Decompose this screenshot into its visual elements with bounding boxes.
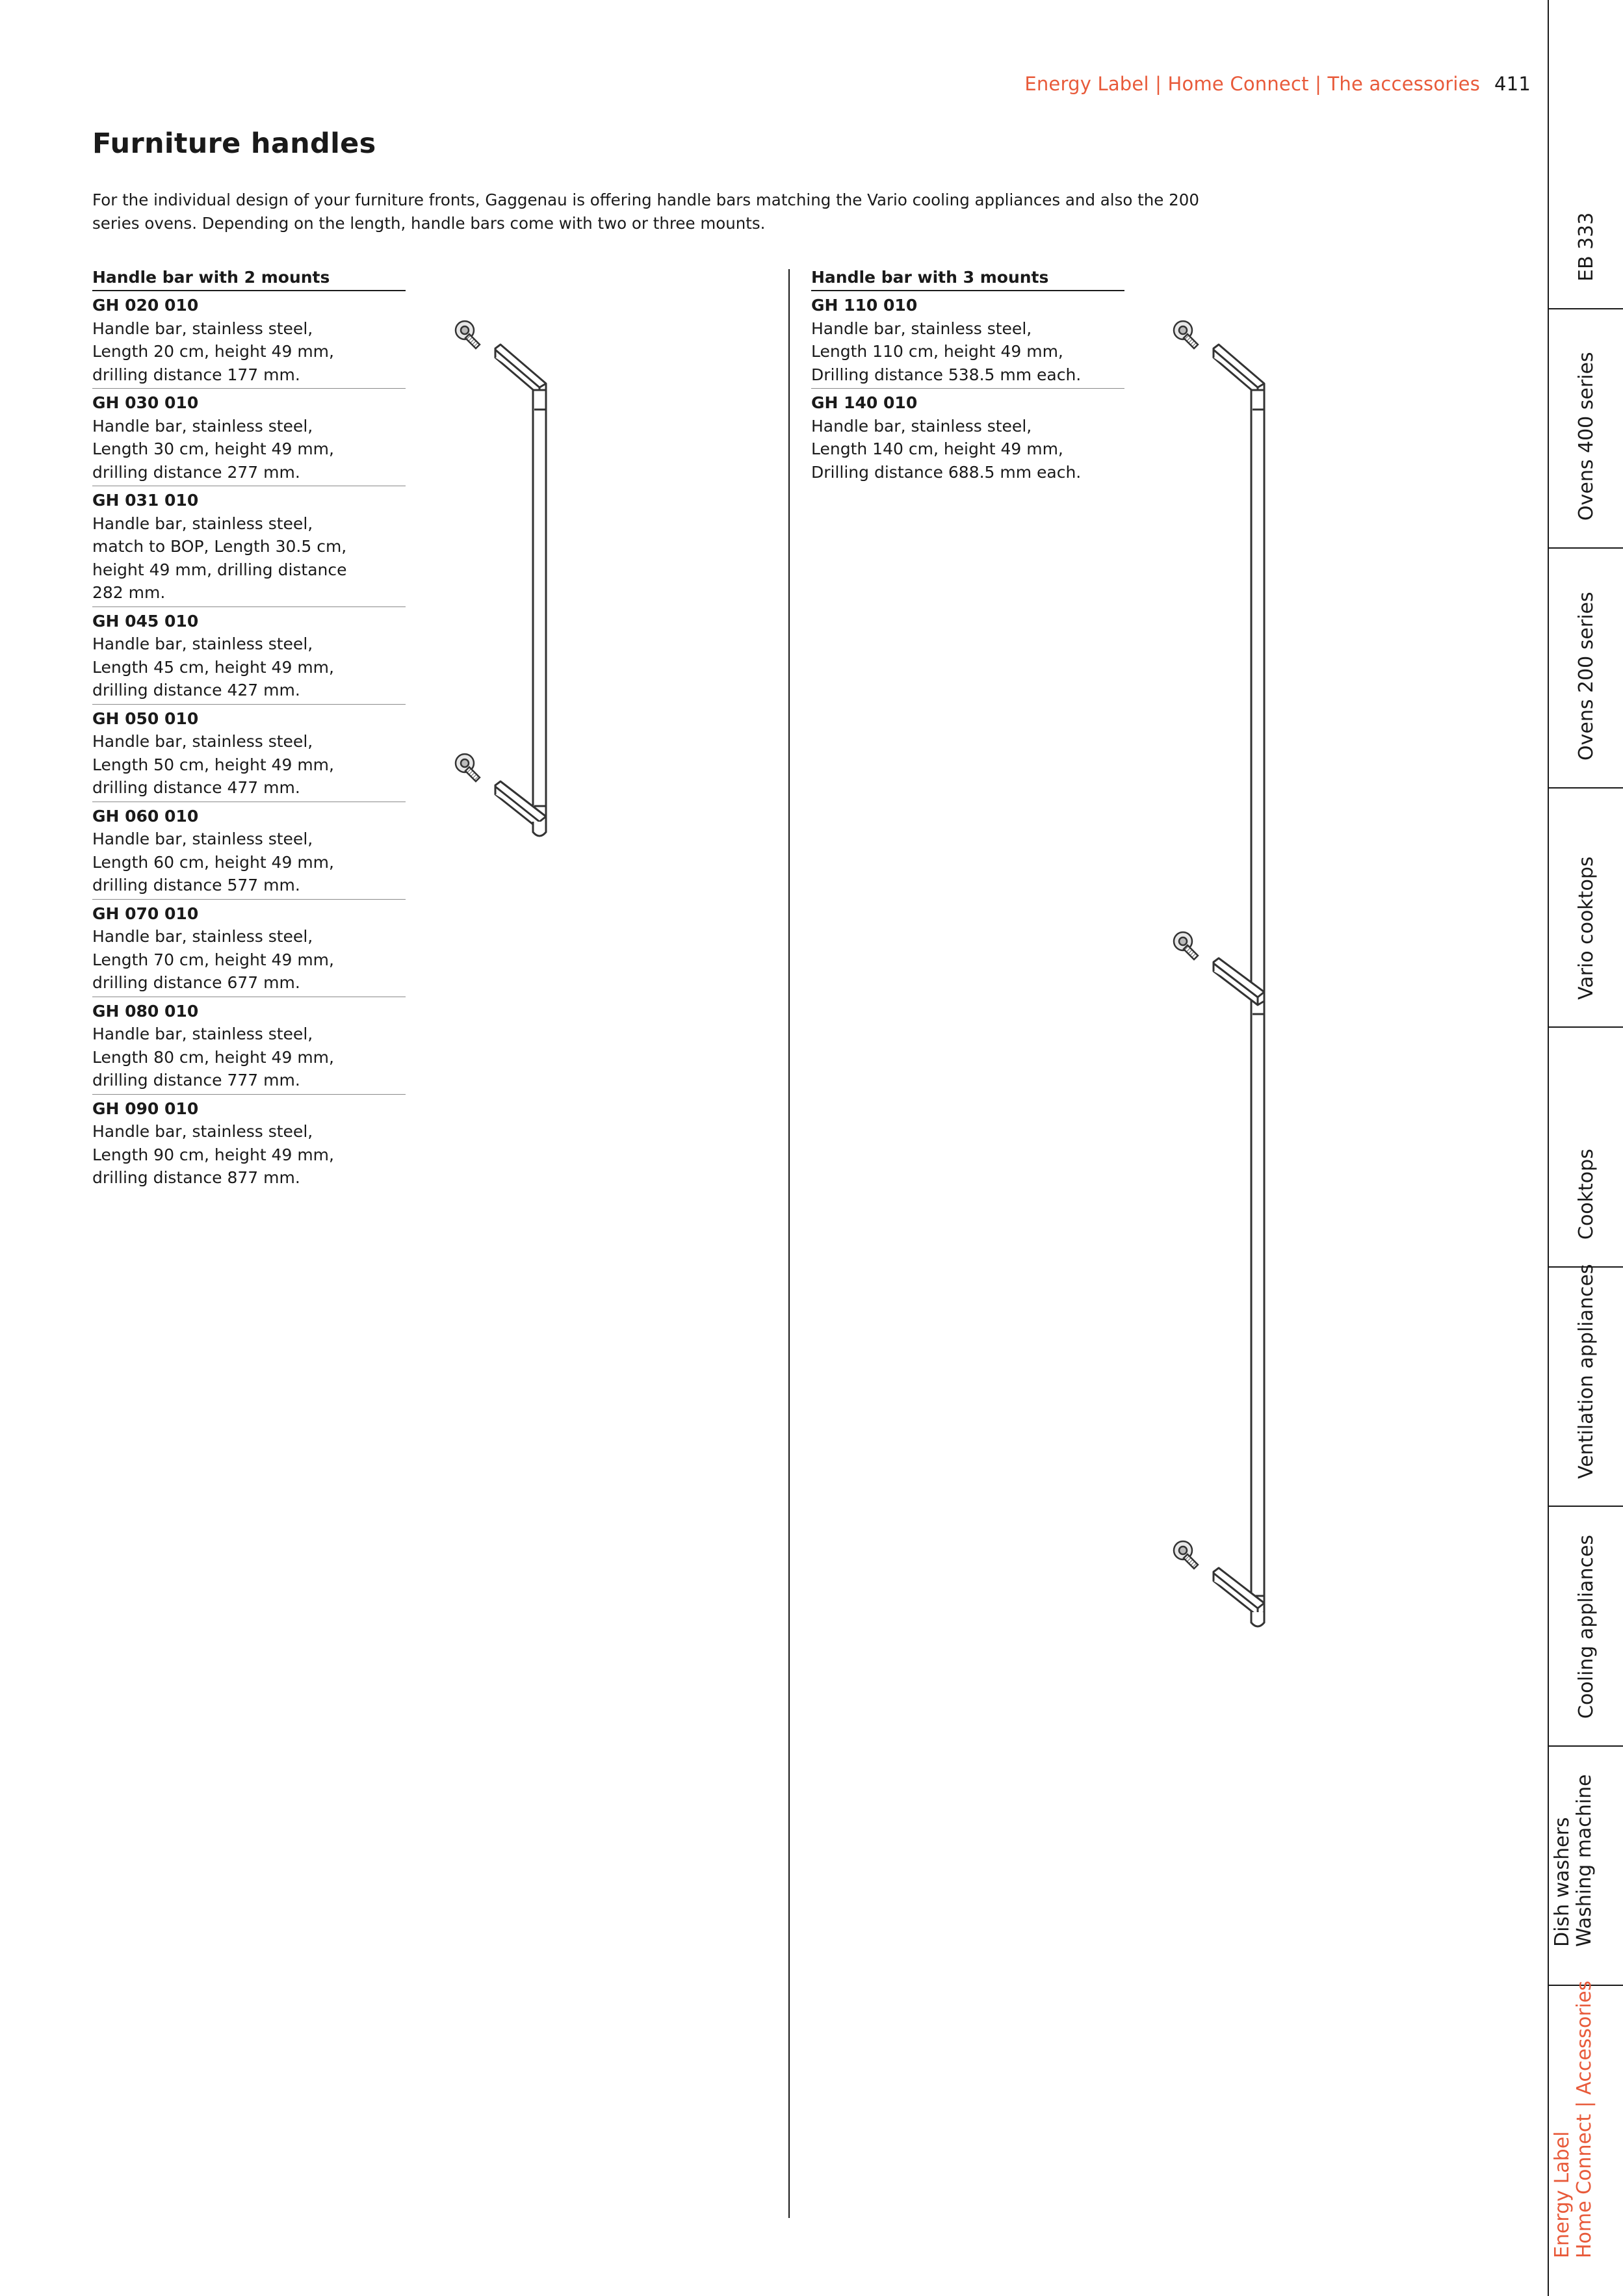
product-code: GH 070 010	[92, 904, 199, 923]
side-tab-label: Cooling appliances	[1575, 1534, 1598, 1719]
product-code: GH 030 010	[92, 393, 199, 412]
product-item	[92, 1095, 406, 1192]
column-two-mounts	[92, 267, 406, 1192]
mount-block-icon	[1214, 345, 1264, 395]
screw-icon	[456, 321, 480, 348]
product-description: Handle bar, stainless steel, Length 140 cm, height 49 mm, Drilling distance 688.5 mm each.	[811, 416, 1082, 482]
mount-block-icon	[495, 345, 546, 395]
side-tab-cooling[interactable]	[1549, 1507, 1623, 1747]
screw-icon	[1174, 1541, 1198, 1569]
side-tab-label: Energy Label Home Connect | Accessories	[1551, 1980, 1596, 2258]
product-description: Handle bar, stainless steel, Length 60 cm, height 49 mm, drilling distance 577 mm.	[92, 829, 334, 894]
side-tab-eb-333[interactable]	[1549, 0, 1623, 309]
side-tab-energy-label-accessories[interactable]	[1549, 1980, 1623, 2296]
product-item	[92, 291, 406, 389]
column-divider	[788, 269, 790, 2218]
product-description: Handle bar, stainless steel, Length 50 cm, height 49 mm, drilling distance 477 mm.	[92, 732, 334, 797]
breadcrumb: Energy Label | Home Connect | The accessories	[1024, 73, 1481, 95]
product-item	[92, 997, 406, 1095]
product-description: Handle bar, stainless steel, Length 45 cm, height 49 mm, drilling distance 427 mm.	[92, 634, 334, 699]
product-description: Handle bar, stainless steel, Length 30 cm, height 49 mm, drilling distance 277 mm.	[92, 416, 334, 482]
screw-icon	[1174, 932, 1198, 959]
product-code: GH 090 010	[92, 1099, 199, 1118]
product-item	[92, 802, 406, 900]
column-heading: Handle bar with 2 mounts	[92, 267, 406, 291]
product-item	[92, 900, 406, 997]
product-description: Handle bar, stainless steel, Length 90 cm, height 49 mm, drilling distance 877 mm.	[92, 1122, 334, 1187]
screw-icon	[456, 754, 480, 781]
side-tab-dishwashers[interactable]	[1549, 1747, 1623, 1986]
side-tab-label: EB 333	[1575, 212, 1598, 281]
product-description: Handle bar, stainless steel, Length 80 cm, height 49 mm, drilling distance 777 mm.	[92, 1024, 334, 1089]
side-tab-cooktops[interactable]	[1549, 1028, 1623, 1268]
intro-text: For the individual design of your furniture fronts, Gaggenau is offering handle bars matching the Vario cooling appliances and also the 200 series ovens. Depending on the length, handle bars come with two or three mounts.	[92, 190, 1199, 233]
product-description: Handle bar, stainless steel, Length 20 cm, height 49 mm, drilling distance 177 mm.	[92, 319, 334, 384]
page-number: 411	[1494, 73, 1531, 95]
product-description: Handle bar, stainless steel, match to BOP, Length 30.5 cm, height 49 mm, drilling distance 282 mm.	[92, 514, 347, 602]
product-description: Handle bar, stainless steel, Length 110 cm, height 49 mm, Drilling distance 538.5 mm each.	[811, 319, 1082, 384]
handle-bar-shaft	[533, 390, 546, 822]
side-tab-label: Ventilation appliances	[1575, 1264, 1598, 1479]
product-code: GH 080 010	[92, 1001, 199, 1021]
side-tab-label: Ovens 200 series	[1575, 592, 1598, 761]
product-code: GH 031 010	[92, 491, 199, 510]
product-item	[92, 607, 406, 705]
product-description: Handle bar, stainless steel, Length 70 cm, height 49 mm, drilling distance 677 mm.	[92, 927, 334, 992]
side-tab-vario-cooktops[interactable]	[1549, 789, 1623, 1028]
product-code: GH 060 010	[92, 806, 199, 826]
side-tab-label: Vario cooktops	[1575, 856, 1598, 1000]
product-code: GH 110 010	[811, 296, 918, 315]
page-title: Furniture handles	[92, 127, 376, 160]
column-three-mounts	[811, 267, 1124, 486]
handle-bar-two-mounts-illustration	[442, 312, 572, 858]
product-code: GH 140 010	[811, 393, 918, 412]
product-code: GH 050 010	[92, 709, 199, 728]
running-header	[1024, 73, 1531, 95]
product-code: GH 045 010	[92, 611, 199, 631]
side-tab-label: Dish washers Washing machine	[1551, 1774, 1596, 1947]
side-nav	[1548, 0, 1623, 2296]
side-tab-label: Ovens 400 series	[1575, 352, 1598, 521]
handle-bar-three-mounts-illustration	[1160, 312, 1290, 1638]
product-item	[92, 705, 406, 802]
product-item	[92, 389, 406, 486]
side-tab-label: Cooktops	[1575, 1149, 1598, 1240]
product-code: GH 020 010	[92, 296, 199, 315]
screw-icon	[1174, 321, 1198, 348]
product-item	[811, 291, 1124, 389]
side-tab-ovens-200[interactable]	[1549, 549, 1623, 789]
side-tab-ventilation[interactable]	[1549, 1264, 1623, 1507]
side-tab-ovens-400[interactable]	[1549, 309, 1623, 549]
column-heading: Handle bar with 3 mounts	[811, 267, 1124, 291]
product-item	[92, 486, 406, 607]
product-item	[811, 389, 1124, 486]
